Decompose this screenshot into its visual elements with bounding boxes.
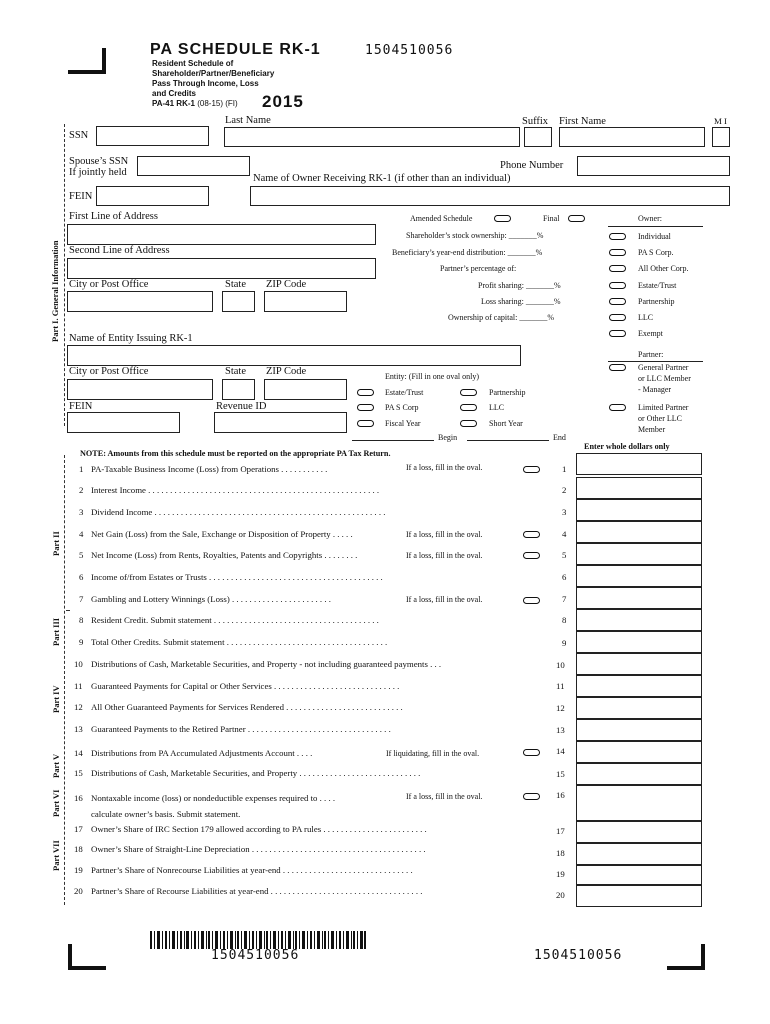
right-line-6: 6 bbox=[562, 572, 567, 582]
line-11-amount-field[interactable] bbox=[576, 675, 702, 697]
line-20-text: Partner’s Share of Recourse Liabilities at year-end . . . . . . . . . . . . . . . . . . . . . . . . . . . . . . . . . . . bbox=[91, 886, 423, 896]
subtitle-line-1: Resident Schedule of bbox=[152, 59, 234, 68]
line-4-loss-oval[interactable] bbox=[523, 531, 540, 538]
part-2-label: Part II bbox=[51, 531, 61, 556]
line-7-num: 7 bbox=[79, 594, 84, 604]
right-line-11: 11 bbox=[556, 681, 565, 691]
ownership-capital-label: Ownership of capital: _______% bbox=[448, 313, 554, 322]
line-19-amount-field[interactable] bbox=[576, 865, 702, 885]
final-label: Final bbox=[543, 214, 560, 223]
line-15-amount-field[interactable] bbox=[576, 763, 702, 785]
spouse-ssn-field[interactable] bbox=[137, 156, 250, 176]
subtitle-line-4: and Credits bbox=[152, 89, 197, 98]
line-8-amount-field[interactable] bbox=[576, 609, 702, 631]
part-6-label: Part VI bbox=[51, 789, 61, 817]
line-9-num: 9 bbox=[79, 637, 84, 647]
line-1-num: 1 bbox=[79, 464, 84, 474]
city-label: City or Post Office bbox=[69, 279, 149, 290]
line-1-text: PA-Taxable Business Income (Loss) from Operations . . . . . . . . . . . bbox=[91, 464, 328, 474]
line-14-amount-field[interactable] bbox=[576, 741, 702, 763]
owner-partnership-label: Partnership bbox=[638, 297, 675, 306]
second-line-address-label: Second Line of Address bbox=[69, 245, 170, 256]
limited-partner-oval[interactable] bbox=[609, 404, 626, 411]
right-line-4: 4 bbox=[562, 529, 567, 539]
barcode-number-right: 1504510056 bbox=[534, 948, 623, 963]
line-10-num: 10 bbox=[74, 659, 83, 669]
profit-sharing-label: Profit sharing: _______% bbox=[478, 281, 561, 290]
phone-number-field[interactable] bbox=[577, 156, 730, 176]
line-13-amount-field[interactable] bbox=[576, 719, 702, 741]
ssn-field[interactable] bbox=[96, 126, 209, 146]
state-label: State bbox=[225, 279, 246, 290]
corner-mark-top-left bbox=[68, 48, 106, 74]
first-name-label: First Name bbox=[559, 116, 606, 127]
suffix-label: Suffix bbox=[522, 116, 549, 127]
line-1-loss-note: If a loss, fill in the oval. bbox=[406, 463, 483, 472]
corner-mark-bottom-right bbox=[667, 944, 705, 970]
line-8-num: 8 bbox=[79, 615, 84, 625]
line-7-text: Gambling and Lottery Winnings (Loss) . . . . . . . . . . . . . . . . . . . . . . . bbox=[91, 594, 331, 604]
right-line-9: 9 bbox=[562, 638, 567, 648]
right-line-20: 20 bbox=[556, 890, 565, 900]
suffix-field[interactable] bbox=[524, 127, 552, 147]
entity-estate-trust-oval[interactable] bbox=[357, 389, 374, 396]
part-separator-3 bbox=[66, 610, 70, 611]
owner-estate-trust-label: Estate/Trust bbox=[638, 281, 677, 290]
loss-sharing-label: Loss sharing: _______% bbox=[481, 297, 561, 306]
line-4-text: Net Gain (Loss) from the Sale, Exchange or Disposition of Property . . . . . bbox=[91, 529, 353, 539]
line-8-text: Resident Credit. Submit statement . . . . . . . . . . . . . . . . . . . . . . . . . . . . . . . . . . . . . . bbox=[91, 615, 379, 625]
line-12-text: All Other Guaranteed Payments for Services Rendered . . . . . . . . . . . . . . . . . . . . . . . . . . . bbox=[91, 702, 403, 712]
entity-pa-s-corp-label: PA S Corp bbox=[385, 403, 419, 412]
last-name-label: Last Name bbox=[225, 115, 271, 126]
owner-llc-label: LLC bbox=[638, 313, 654, 322]
line-4-amount-field[interactable] bbox=[576, 521, 702, 543]
revenue-id-field[interactable] bbox=[214, 412, 347, 433]
line-17-num: 17 bbox=[74, 824, 83, 834]
owner-estate-trust-oval[interactable] bbox=[609, 282, 626, 289]
line-7-amount-field[interactable] bbox=[576, 587, 702, 609]
line-12-num: 12 bbox=[74, 702, 83, 712]
state-field[interactable] bbox=[222, 291, 255, 312]
entity-state-label: State bbox=[225, 366, 246, 377]
begin-label: Begin bbox=[438, 433, 458, 442]
owner-individual-label: Individual bbox=[638, 232, 671, 241]
barcode-number-top: 1504510056 bbox=[365, 43, 454, 58]
right-line-8: 8 bbox=[562, 615, 567, 625]
right-line-5: 5 bbox=[562, 550, 567, 560]
end-label: End bbox=[553, 433, 566, 442]
right-line-3: 3 bbox=[562, 507, 567, 517]
part1-label: Part I. General Information bbox=[50, 240, 60, 342]
right-line-13: 13 bbox=[556, 725, 565, 735]
line-19-text: Partner’s Share of Nonrecourse Liabilities at year-end . . . . . . . . . . . . . . . . . . . . . . . . . . . . . . bbox=[91, 865, 413, 875]
owner-exempt-oval[interactable] bbox=[609, 330, 626, 337]
limited-partner-label-3: Member bbox=[638, 425, 666, 434]
zip-field[interactable] bbox=[264, 291, 347, 312]
right-line-18: 18 bbox=[556, 848, 565, 858]
first-line-address-label: First Line of Address bbox=[69, 211, 158, 222]
tax-year: 2015 bbox=[262, 92, 304, 111]
owner-partnership-oval[interactable] bbox=[609, 298, 626, 305]
line-5-loss-note: If a loss, fill in the oval. bbox=[406, 551, 483, 560]
corner-mark-bottom-left bbox=[68, 944, 106, 970]
spouse-ssn-sub-label: If jointly held bbox=[69, 167, 127, 178]
amended-schedule-oval[interactable] bbox=[494, 215, 511, 222]
entity-llc-label: LLC bbox=[489, 403, 505, 412]
entity-partnership-label: Partnership bbox=[489, 388, 526, 397]
owner-exempt-label: Exempt bbox=[638, 329, 663, 338]
line-12-amount-field[interactable] bbox=[576, 697, 702, 719]
first-line-address-field[interactable] bbox=[67, 224, 376, 245]
form-title: PA SCHEDULE RK-1 bbox=[150, 41, 321, 58]
part-5-label: Part V bbox=[51, 753, 61, 778]
line-9-text: Total Other Credits. Submit statement . . . . . . . . . . . . . . . . . . . . . . . . . . . . . . . . . . . . . bbox=[91, 637, 388, 647]
part-7-label: Part VII bbox=[51, 840, 61, 871]
entity-llc-oval[interactable] bbox=[460, 404, 477, 411]
city-field[interactable] bbox=[67, 291, 213, 312]
line-18-text: Owner’s Share of Straight-Line Depreciation . . . . . . . . . . . . . . . . . . . . . . . . . . . . . . . . . . . . . . . . bbox=[91, 844, 426, 854]
zip-label: ZIP Code bbox=[266, 279, 307, 290]
ssn-label: SSN bbox=[69, 130, 89, 141]
line-10-text: Distributions of Cash, Marketable Securities, and Property - not including guaranteed payments . . . bbox=[91, 659, 442, 669]
whole-dollars-label: Enter whole dollars only bbox=[584, 442, 670, 451]
owner-all-other-corp-label: All Other Corp. bbox=[638, 264, 689, 273]
general-partner-label-1: General Partner bbox=[638, 363, 689, 372]
part-3-label: Part III bbox=[51, 617, 61, 646]
line-17-text: Owner’s Share of IRC Section 179 allowed according to PA rules . . . . . . . . . . . . . . . . . . . . . . . . bbox=[91, 824, 427, 834]
line-4-num: 4 bbox=[79, 529, 84, 539]
entity-zip-field[interactable] bbox=[264, 379, 347, 400]
line-3-amount-field[interactable] bbox=[576, 499, 702, 521]
line-14-liquidating-note: If liquidating, fill in the oval. bbox=[386, 749, 480, 758]
right-line-15: 15 bbox=[556, 769, 565, 779]
note-text: NOTE: Amounts from this schedule must be reported on the appropriate PA Tax Return. bbox=[80, 449, 391, 458]
part1-divider bbox=[64, 124, 65, 426]
entity-zip-label: ZIP Code bbox=[266, 366, 307, 377]
line-19-num: 19 bbox=[74, 865, 83, 875]
limited-partner-label-1: Limited Partner bbox=[638, 403, 689, 412]
limited-partner-label-2: or Other LLC bbox=[638, 414, 682, 423]
line-16-text-continued: calculate owner’s basis. Submit statement. bbox=[91, 809, 241, 819]
line-14-text: Distributions from PA Accumulated Adjustments Account . . . . bbox=[91, 748, 313, 758]
entity-estate-trust-label: Estate/Trust bbox=[385, 388, 424, 397]
fiscal-year-label: Fiscal Year bbox=[385, 419, 421, 428]
beneficiary-distribution-label: Beneficiary’s year-end distribution: _______% bbox=[392, 248, 543, 257]
line-13-text: Guaranteed Payments to the Retired Partner . . . . . . . . . . . . . . . . . . . . . . . . . . . . . . . . . bbox=[91, 724, 391, 734]
owner-individual-oval[interactable] bbox=[609, 233, 626, 240]
entity-name-label: Name of Entity Issuing RK-1 bbox=[69, 333, 193, 344]
line-16-loss-note: If a loss, fill in the oval. bbox=[406, 792, 483, 801]
short-year-oval[interactable] bbox=[460, 420, 477, 427]
line-10-amount-field[interactable] bbox=[576, 653, 702, 675]
general-partner-oval[interactable] bbox=[609, 364, 626, 371]
line-5-loss-oval[interactable] bbox=[523, 552, 540, 559]
line-3-num: 3 bbox=[79, 507, 84, 517]
owner-name-field[interactable] bbox=[250, 186, 730, 206]
line-7-loss-note: If a loss, fill in the oval. bbox=[406, 595, 483, 604]
owner-heading-underline bbox=[608, 226, 703, 227]
form-code: PA-41 RK-1 (08-15) (FI) bbox=[152, 99, 238, 108]
line-20-amount-field[interactable] bbox=[576, 885, 702, 907]
final-oval[interactable] bbox=[568, 215, 585, 222]
line-4-loss-note: If a loss, fill in the oval. bbox=[406, 530, 483, 539]
amended-schedule-label: Amended Schedule bbox=[410, 214, 473, 223]
right-line-1: 1 bbox=[562, 464, 567, 474]
line-7-loss-oval[interactable] bbox=[523, 597, 540, 604]
entity-fein-label: FEIN bbox=[69, 401, 93, 412]
phone-number-label: Phone Number bbox=[500, 160, 564, 171]
line-5-text: Net Income (Loss) from Rents, Royalties, Patents and Copyrights . . . . . . . . bbox=[91, 550, 358, 560]
part-4-label: Part IV bbox=[51, 685, 61, 713]
barcode-graphic bbox=[150, 931, 366, 949]
fiscal-year-oval[interactable] bbox=[357, 420, 374, 427]
entity-type-heading: Entity: (Fill in one oval only) bbox=[385, 372, 479, 381]
line-1-loss-oval[interactable] bbox=[523, 466, 540, 473]
right-line-17: 17 bbox=[556, 826, 565, 836]
line-6-text: Income of/from Estates or Trusts . . . . . . . . . . . . . . . . . . . . . . . . . . . . . . . . . . . . . . . . bbox=[91, 572, 383, 582]
last-name-field[interactable] bbox=[224, 127, 520, 147]
owner-pa-s-corp-label: PA S Corp. bbox=[638, 248, 674, 257]
entity-city-field[interactable] bbox=[67, 379, 213, 400]
entity-fein-field[interactable] bbox=[67, 412, 180, 433]
owner-llc-oval[interactable] bbox=[609, 314, 626, 321]
fein-field[interactable] bbox=[96, 186, 209, 206]
revenue-id-label: Revenue ID bbox=[216, 401, 267, 412]
partner-heading: Partner: bbox=[638, 350, 664, 359]
line-5-amount-field[interactable] bbox=[576, 543, 702, 565]
owner-heading: Owner: bbox=[638, 214, 662, 223]
second-line-address-field[interactable] bbox=[67, 258, 376, 279]
subtitle-line-2: Shareholder/Partner/Beneficiary bbox=[152, 69, 275, 78]
first-name-field[interactable] bbox=[559, 127, 705, 147]
fein-label: FEIN bbox=[69, 191, 93, 202]
owner-name-label: Name of Owner Receiving RK-1 (if other than an individual) bbox=[253, 173, 511, 184]
line-18-num: 18 bbox=[74, 844, 83, 854]
line-2-num: 2 bbox=[79, 485, 84, 495]
subtitle-line-3: Pass Through Income, Loss bbox=[152, 79, 259, 88]
line-11-num: 11 bbox=[74, 681, 83, 691]
line-16-text: Nontaxable income (loss) or nondeductible expenses required to . . . . bbox=[91, 793, 336, 803]
spouse-ssn-label: Spouse’s SSN bbox=[69, 156, 129, 167]
barcode-number-bottom: 1504510056 bbox=[211, 948, 300, 963]
stock-ownership-label: Shareholder’s stock ownership: _______% bbox=[406, 231, 544, 240]
line-15-text: Distributions of Cash, Marketable Securities, and Property . . . . . . . . . . . . . . . . . . . . . . . . . . . . bbox=[91, 768, 421, 778]
line-14-liquidating-oval[interactable] bbox=[523, 749, 540, 756]
owner-all-other-corp-oval[interactable] bbox=[609, 265, 626, 272]
line-13-num: 13 bbox=[74, 724, 83, 734]
line-1-amount-field[interactable] bbox=[576, 453, 702, 475]
entity-name-field[interactable] bbox=[67, 345, 521, 366]
end-date-field[interactable] bbox=[467, 440, 549, 441]
line-16-num: 16 bbox=[74, 793, 83, 803]
short-year-label: Short Year bbox=[489, 419, 523, 428]
line-18-amount-field[interactable] bbox=[576, 843, 702, 865]
line-16-loss-oval[interactable] bbox=[523, 793, 540, 800]
right-line-16: 16 bbox=[556, 790, 565, 800]
begin-date-field[interactable] bbox=[352, 440, 434, 441]
partner-percentage-label: Partner’s percentage of: bbox=[440, 264, 517, 273]
entity-pa-s-corp-oval[interactable] bbox=[357, 404, 374, 411]
general-partner-label-3: - Manager bbox=[638, 385, 672, 394]
line-16-amount-field[interactable] bbox=[576, 785, 702, 821]
line-3-text: Dividend Income . . . . . . . . . . . . . . . . . . . . . . . . . . . . . . . . . . . . . . . . . . . . . . . . . . . . . bbox=[91, 507, 386, 517]
line-5-num: 5 bbox=[79, 550, 84, 560]
right-line-19: 19 bbox=[556, 869, 565, 879]
entity-city-label: City or Post Office bbox=[69, 366, 149, 377]
partner-heading-underline bbox=[608, 361, 703, 362]
line-15-num: 15 bbox=[74, 768, 83, 778]
mi-label: M I bbox=[714, 116, 727, 126]
part-divider-lower bbox=[64, 455, 65, 905]
amount-column bbox=[576, 453, 702, 907]
entity-partnership-oval[interactable] bbox=[460, 389, 477, 396]
entity-state-field[interactable] bbox=[222, 379, 255, 400]
right-line-7: 7 bbox=[562, 594, 567, 604]
right-line-12: 12 bbox=[556, 703, 565, 713]
right-line-10: 10 bbox=[556, 660, 565, 670]
line-17-amount-field[interactable] bbox=[576, 821, 702, 843]
general-partner-label-2: or LLC Member bbox=[638, 374, 691, 383]
line-6-num: 6 bbox=[79, 572, 84, 582]
line-20-num: 20 bbox=[74, 886, 83, 896]
line-11-text: Guaranteed Payments for Capital or Other Services . . . . . . . . . . . . . . . . . . . . . . . . . . . . . bbox=[91, 681, 400, 691]
line-9-amount-field[interactable] bbox=[576, 631, 702, 653]
line-2-amount-field[interactable] bbox=[576, 477, 702, 499]
line-6-amount-field[interactable] bbox=[576, 565, 702, 587]
middle-initial-field[interactable] bbox=[712, 127, 730, 147]
owner-pa-s-corp-oval[interactable] bbox=[609, 249, 626, 256]
right-line-14: 14 bbox=[556, 746, 565, 756]
line-2-text: Interest Income . . . . . . . . . . . . . . . . . . . . . . . . . . . . . . . . . . . . . . . . . . . . . . . . . . . . . bbox=[91, 485, 380, 495]
right-line-2: 2 bbox=[562, 485, 567, 495]
line-14-num: 14 bbox=[74, 748, 83, 758]
